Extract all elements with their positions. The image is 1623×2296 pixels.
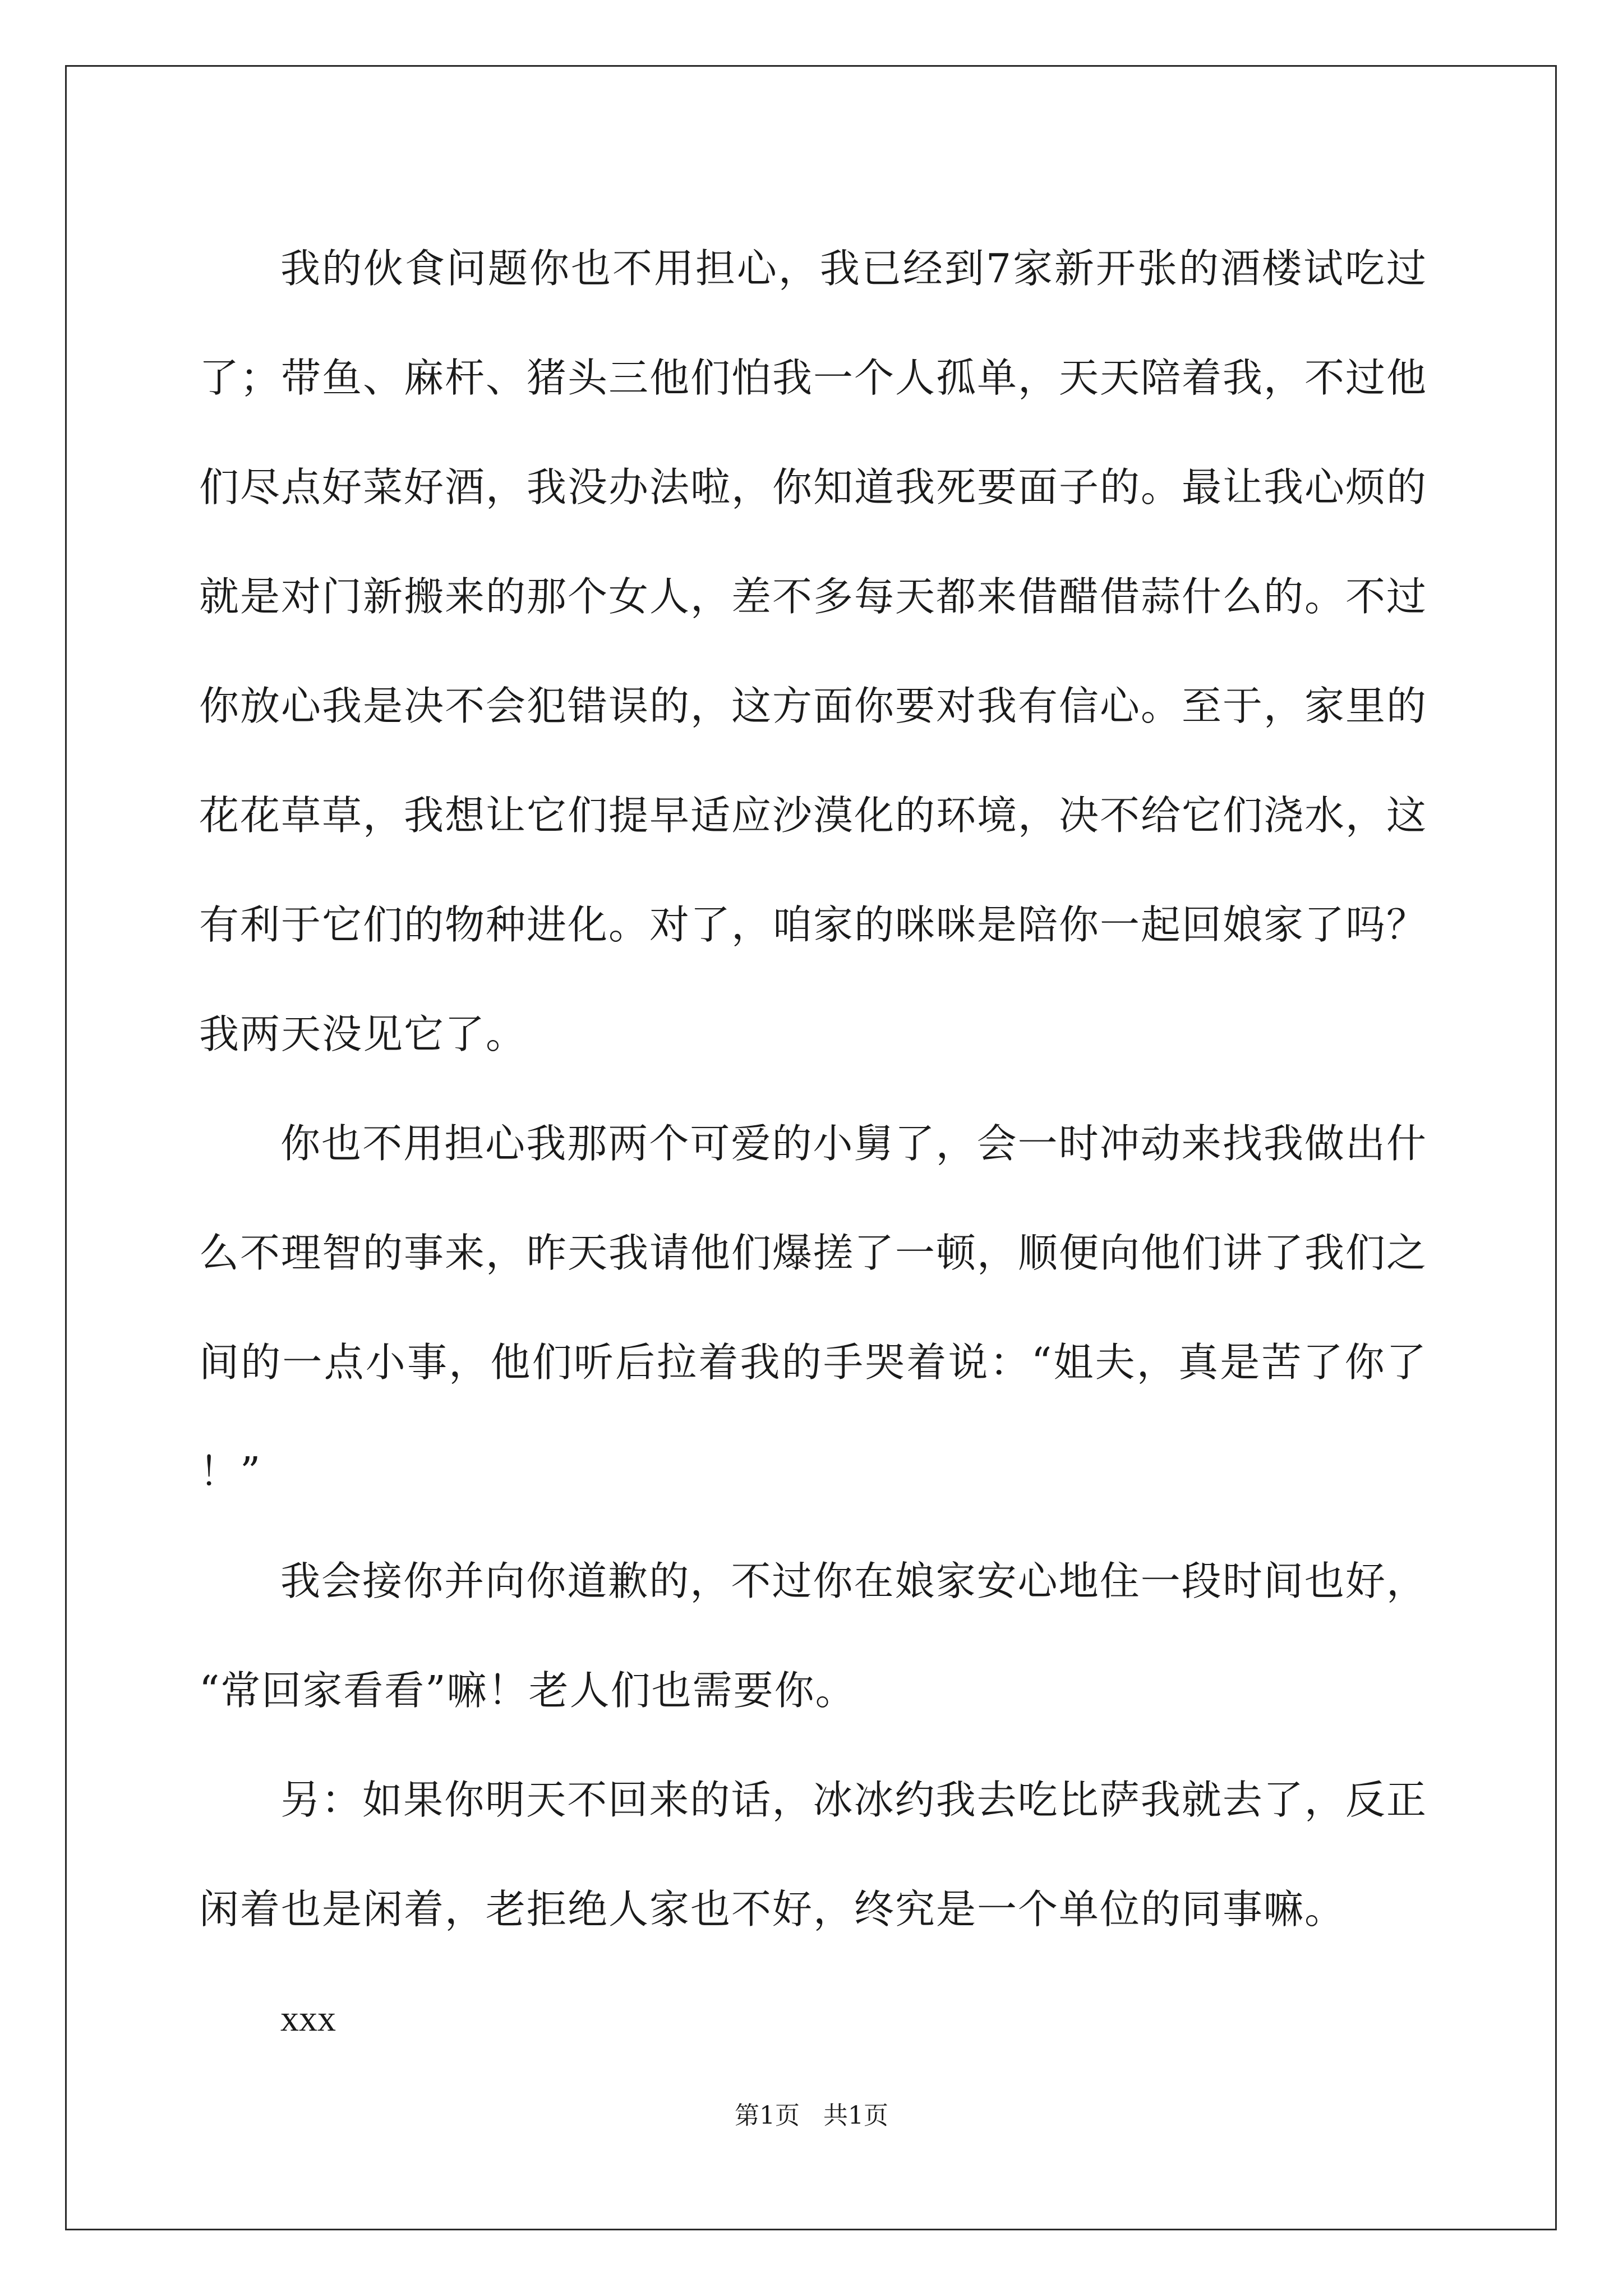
letter-body [199, 214, 1427, 2073]
signature: xxx [280, 1998, 336, 2039]
page-footer: 第1页 共1页 [735, 2101, 888, 2130]
paragraph-2: 你也不用担心我那两个可爱的小舅了，会一时冲动来找我做出什么不理智的事来，昨天我请他们爆搓了一顿，顺便向他们讲了我们之间的一点小事，他们听后拉着我的手哭着说：“姐夫，真是苦了你了！” [199, 1120, 1428, 1495]
paragraph-1: 我的伙食问题你也不用担心，我已经到7家新开张的酒楼试吃过了；带鱼、麻杆、猪头三他们怕我一个人孤单，天天陪着我，不过他们尽点好菜好酒，我没办法啦，你知道我死要面子的。最让我心烦的就是对门新搬来的那个女人，差不多每天都来借醋借蒜什么的。不过你放心我是决不会犯错误的，这方面你要对我有信心。至于，家里的花花草草，我想让它们提早适应沙漠化的环境，决不给它们浇水，这有利于它们的物种进化。对了，咱家的咪咪是陪你一起回娘家了吗？我两天没见它了。 [199, 245, 1428, 1057]
paragraph-4: 另：如果你明天不回来的话，冰冰约我去吃比萨我就去了，反正闲着也是闲着，老拒绝人家也不好，终究是一个单位的同事嘛。 [199, 1777, 1427, 1932]
paragraph-3: 我会接你并向你道歉的，不过你在娘家安心地住一段时间也好，“常回家看看”嘛！老人们也需要你。 [199, 1558, 1427, 1714]
